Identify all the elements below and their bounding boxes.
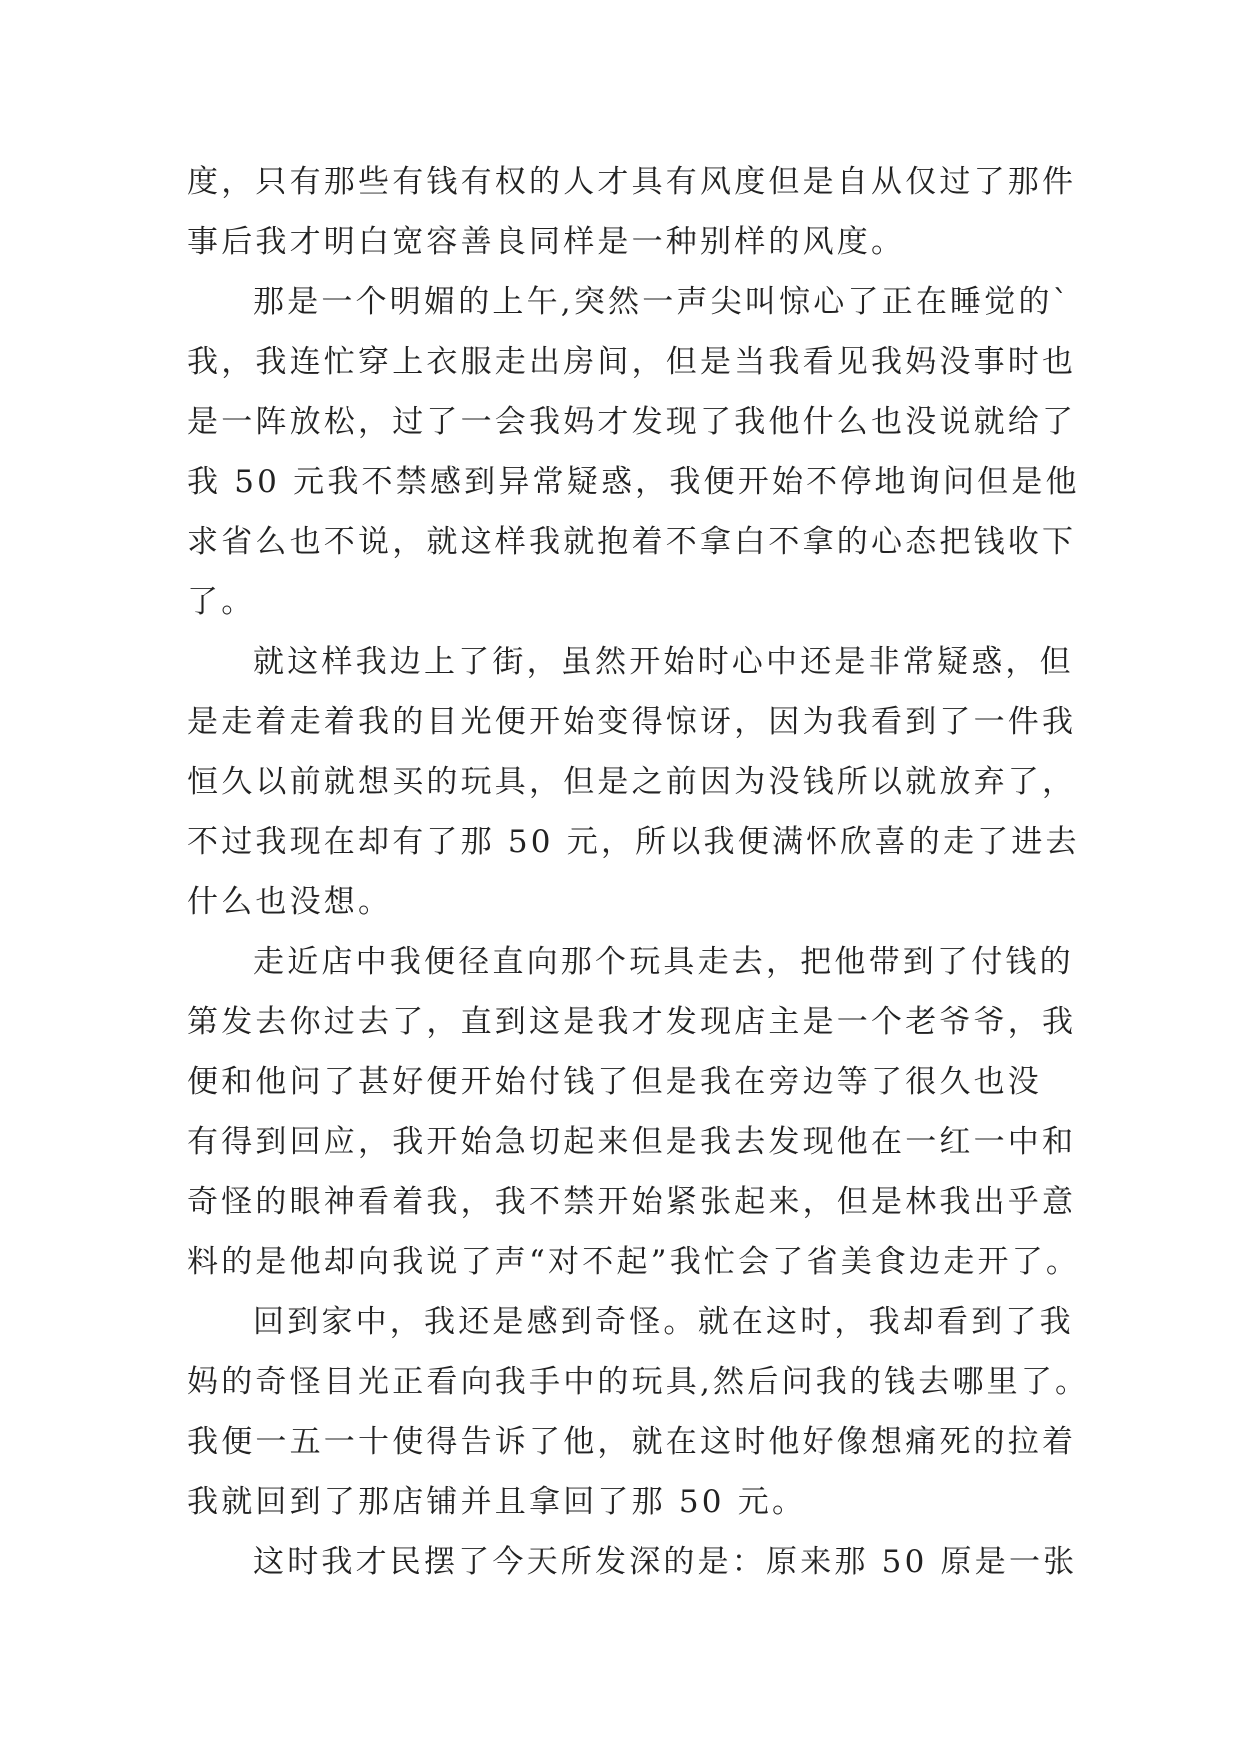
- text-line: 回到家中，我还是感到奇怪。就在这时，我却看到了我: [253, 1304, 1074, 1340]
- text-line: 走近店中我便径直向那个玩具走去，把他带到了付钱的: [253, 944, 1074, 980]
- text-line: 我，我连忙穿上衣服走出房间，但是当我看见我妈没事时也: [187, 344, 1077, 380]
- text-line: 妈的奇怪目光正看向我手中的玩具,然后问我的钱去哪里了。: [187, 1364, 1090, 1400]
- text-line: 料的是他却向我说了声“对不起”我忙会了省美食边走开了。: [187, 1244, 1081, 1280]
- text-line: 有得到回应，我开始急切起来但是我去发现他在一红一中和: [187, 1124, 1077, 1160]
- text-line: 不过我现在却有了那 50 元，所以我便满怀欣喜的走了进去: [187, 824, 1080, 860]
- text-line: 是走着走着我的目光便开始变得惊讶，因为我看到了一件我: [187, 704, 1077, 740]
- text-line: 奇怪的眼神看着我，我不禁开始紧张起来，但是林我出乎意: [187, 1184, 1077, 1220]
- text-line: 是一阵放松，过了一会我妈才发现了我他什么也没说就给了: [187, 404, 1077, 440]
- text-line: 度，只有那些有钱有权的人才具有风度但是自从仅过了那件: [187, 164, 1077, 200]
- text-line: 那是一个明媚的上午,突然一声尖叫惊心了正在睡觉的`: [253, 284, 1072, 320]
- text-line: 这时我才民摆了今天所发深的是：原来那 50 原是一张: [253, 1544, 1078, 1580]
- text-line: 我 50 元我不禁感到异常疑惑，我便开始不停地询问但是他: [187, 464, 1080, 500]
- text-line: 我就回到了那店铺并且拿回了那 50 元。: [187, 1484, 807, 1520]
- text-line: 便和他问了甚好便开始付钱了但是我在旁边等了很久也没: [187, 1064, 1042, 1100]
- text-line: 恒久以前就想买的玩具，但是之前因为没钱所以就放弃了，: [187, 764, 1077, 800]
- document-body: [187, 152, 1090, 1592]
- text-line: 第发去你过去了，直到这是我才发现店主是一个老爷爷，我: [187, 1004, 1077, 1040]
- text-line: 求省么也不说，就这样我就抱着不拿白不拿的心态把钱收下: [187, 524, 1077, 560]
- text-line: 了。: [187, 584, 256, 620]
- text-line: 我便一五一十使得告诉了他，就在这时他好像想痛死的拉着: [187, 1424, 1077, 1460]
- text-line: 事后我才明白宽容善良同样是一种别样的风度。: [187, 224, 906, 260]
- text-line: 什么也没想。: [187, 884, 393, 920]
- text-line: 就这样我边上了街，虽然开始时心中还是非常疑惑，但: [253, 644, 1074, 680]
